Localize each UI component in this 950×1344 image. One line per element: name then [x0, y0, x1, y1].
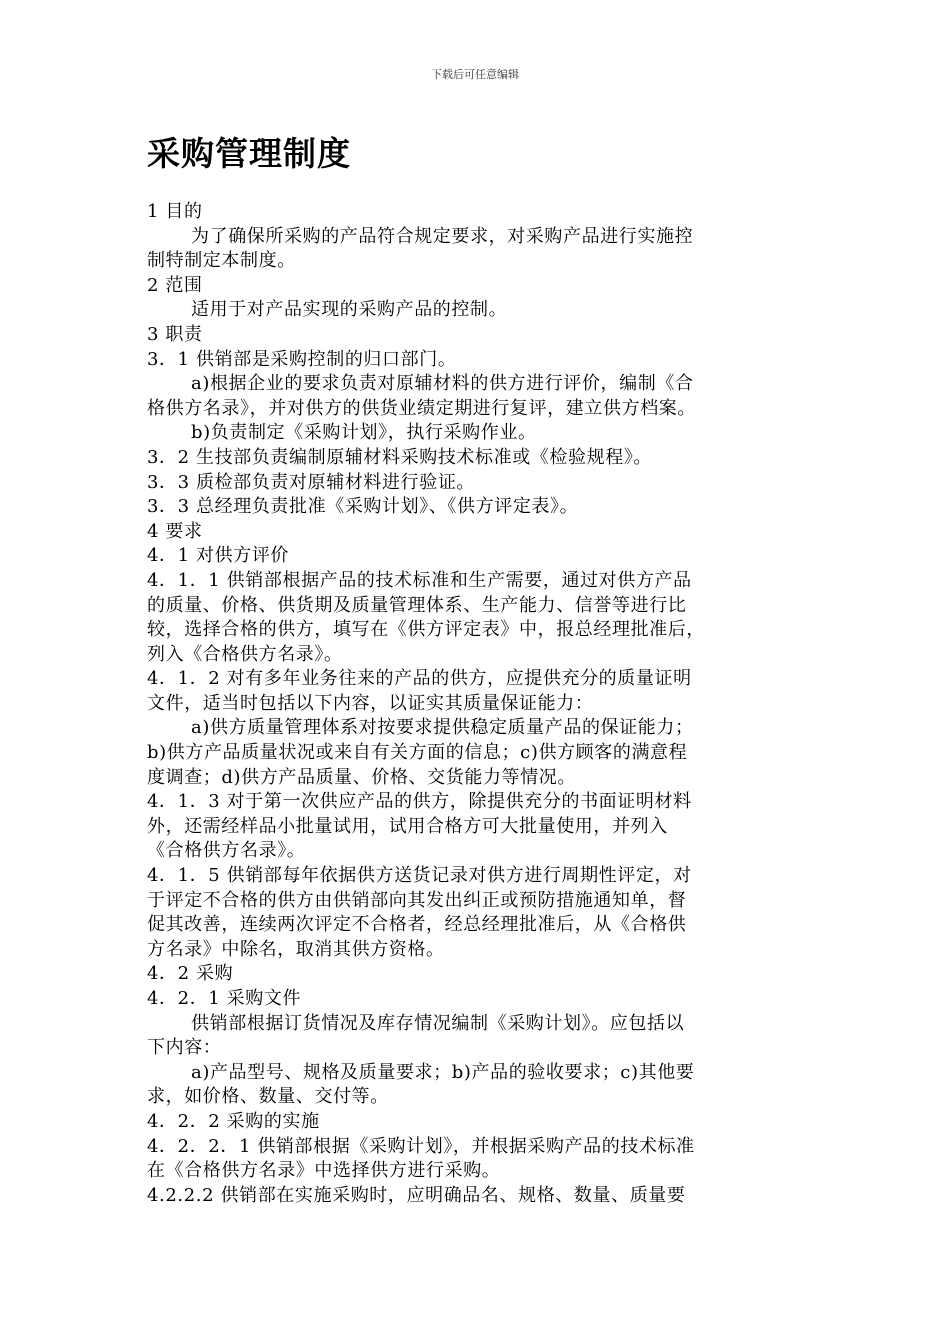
body-line: 3．3 质检部负责对原辅材料进行验证。	[147, 471, 476, 493]
body-line: 4．2．1 采购文件	[147, 988, 302, 1009]
document-body	[147, 200, 827, 1208]
page-header-note: 下载后可任意编辑	[431, 68, 519, 81]
body-line: 4．1．2 对有多年业务往来的产品的供方，应提供充分的质量证明	[147, 668, 692, 690]
body-line: a)产品型号、规格及质量要求；b)产品的验收要求；c)其他要	[191, 1061, 695, 1083]
body-line: 4 要求	[147, 520, 203, 542]
body-line: a)根据企业的要求负责对原辅材料的供方进行评价，编制《合	[191, 373, 694, 395]
body-line: 的质量、价格、供货期及质量管理体系、生产能力、信誉等进行比	[147, 594, 687, 616]
body-line: 4．2．2．1 供销部根据《采购计划》，并根据采购产品的技术标准	[147, 1135, 695, 1157]
body-line: b)负责制定《采购计划》，执行采购作业。	[191, 422, 537, 444]
body-line: 文件，适当时包括以下内容，以证实其质量保证能力：	[147, 692, 594, 714]
body-line: 制特制定本制度。	[147, 250, 296, 272]
body-line: 供销部根据订货情况及库存情况编制《采购计划》。应包括以	[191, 1012, 685, 1034]
body-line: 为了确保所采购的产品符合规定要求，对采购产品进行实施控	[191, 225, 694, 247]
body-line: 4．2 采购	[147, 963, 234, 985]
body-line: 较，选择合格的供方，填写在《供方评定表》中，报总经理批准后，	[147, 619, 705, 641]
body-line: 于评定不合格的供方由供销部向其发出纠正或预防措施通知单，督	[147, 889, 687, 911]
body-line: 在《合格供方名录》中选择供方进行采购。	[147, 1160, 501, 1182]
body-line: 促其改善，连续两次评定不合格者，经总经理批准后，从《合格供	[147, 914, 687, 936]
body-line: a)供方质量管理体系对按要求提供稳定质量产品的保证能力；	[191, 717, 694, 739]
body-line: 4.2.2.2 供销部在实施采购时，应明确品名、规格、数量、质量要	[147, 1184, 686, 1206]
body-line: 下内容：	[147, 1037, 222, 1059]
body-line: 4．1．5 供销部每年依据供方送货记录对供方进行周期性评定，对	[147, 865, 692, 887]
body-line: 1 目的	[147, 201, 203, 222]
body-line: 4．1 对供方评价	[147, 545, 290, 567]
body-line: 3．2 生技部负责编制原辅材料采购技术标准或《检验规程》。	[147, 446, 653, 468]
body-line: 4．1．3 对于第一次供应产品的供方，除提供充分的书面证明材料	[147, 791, 692, 813]
body-line: 4．1．1 供销部根据产品的技术标准和生产需要，通过对供方产品	[147, 569, 692, 591]
body-line: 求，如价格、数量、交付等。	[147, 1086, 389, 1108]
body-line: 3．3 总经理负责批准《采购计划》、《供方评定表》。	[147, 496, 579, 518]
body-line: 列入《合格供方名录》。	[147, 643, 343, 665]
body-line: 外，还需经样品小批量试用，试用合格方可大批量使用，并列入	[147, 815, 668, 837]
body-line: 3．1 供销部是采购控制的归口部门。	[147, 348, 457, 370]
body-line: 度调查；d)供方产品质量、价格、交货能力等情况。	[147, 766, 576, 788]
body-line: 《合格供方名录》。	[147, 840, 306, 862]
body-line: 2 范围	[147, 274, 203, 296]
body-line: 4．2．2 采购的实施	[147, 1110, 320, 1132]
body-line: b)供方产品质量状况或来自有关方面的信息；c)供方顾客的满意程	[147, 742, 688, 764]
body-line: 格供方名录》，并对供方的供货业绩定期进行复评，建立供方档案。	[147, 397, 696, 419]
document-title: 采购管理制度	[147, 134, 351, 173]
body-line: 方名录》中除名，取消其供方资格。	[147, 938, 445, 960]
body-line: 3 职责	[147, 323, 203, 345]
body-line: 适用于对产品实现的采购产品的控制。	[191, 299, 508, 321]
